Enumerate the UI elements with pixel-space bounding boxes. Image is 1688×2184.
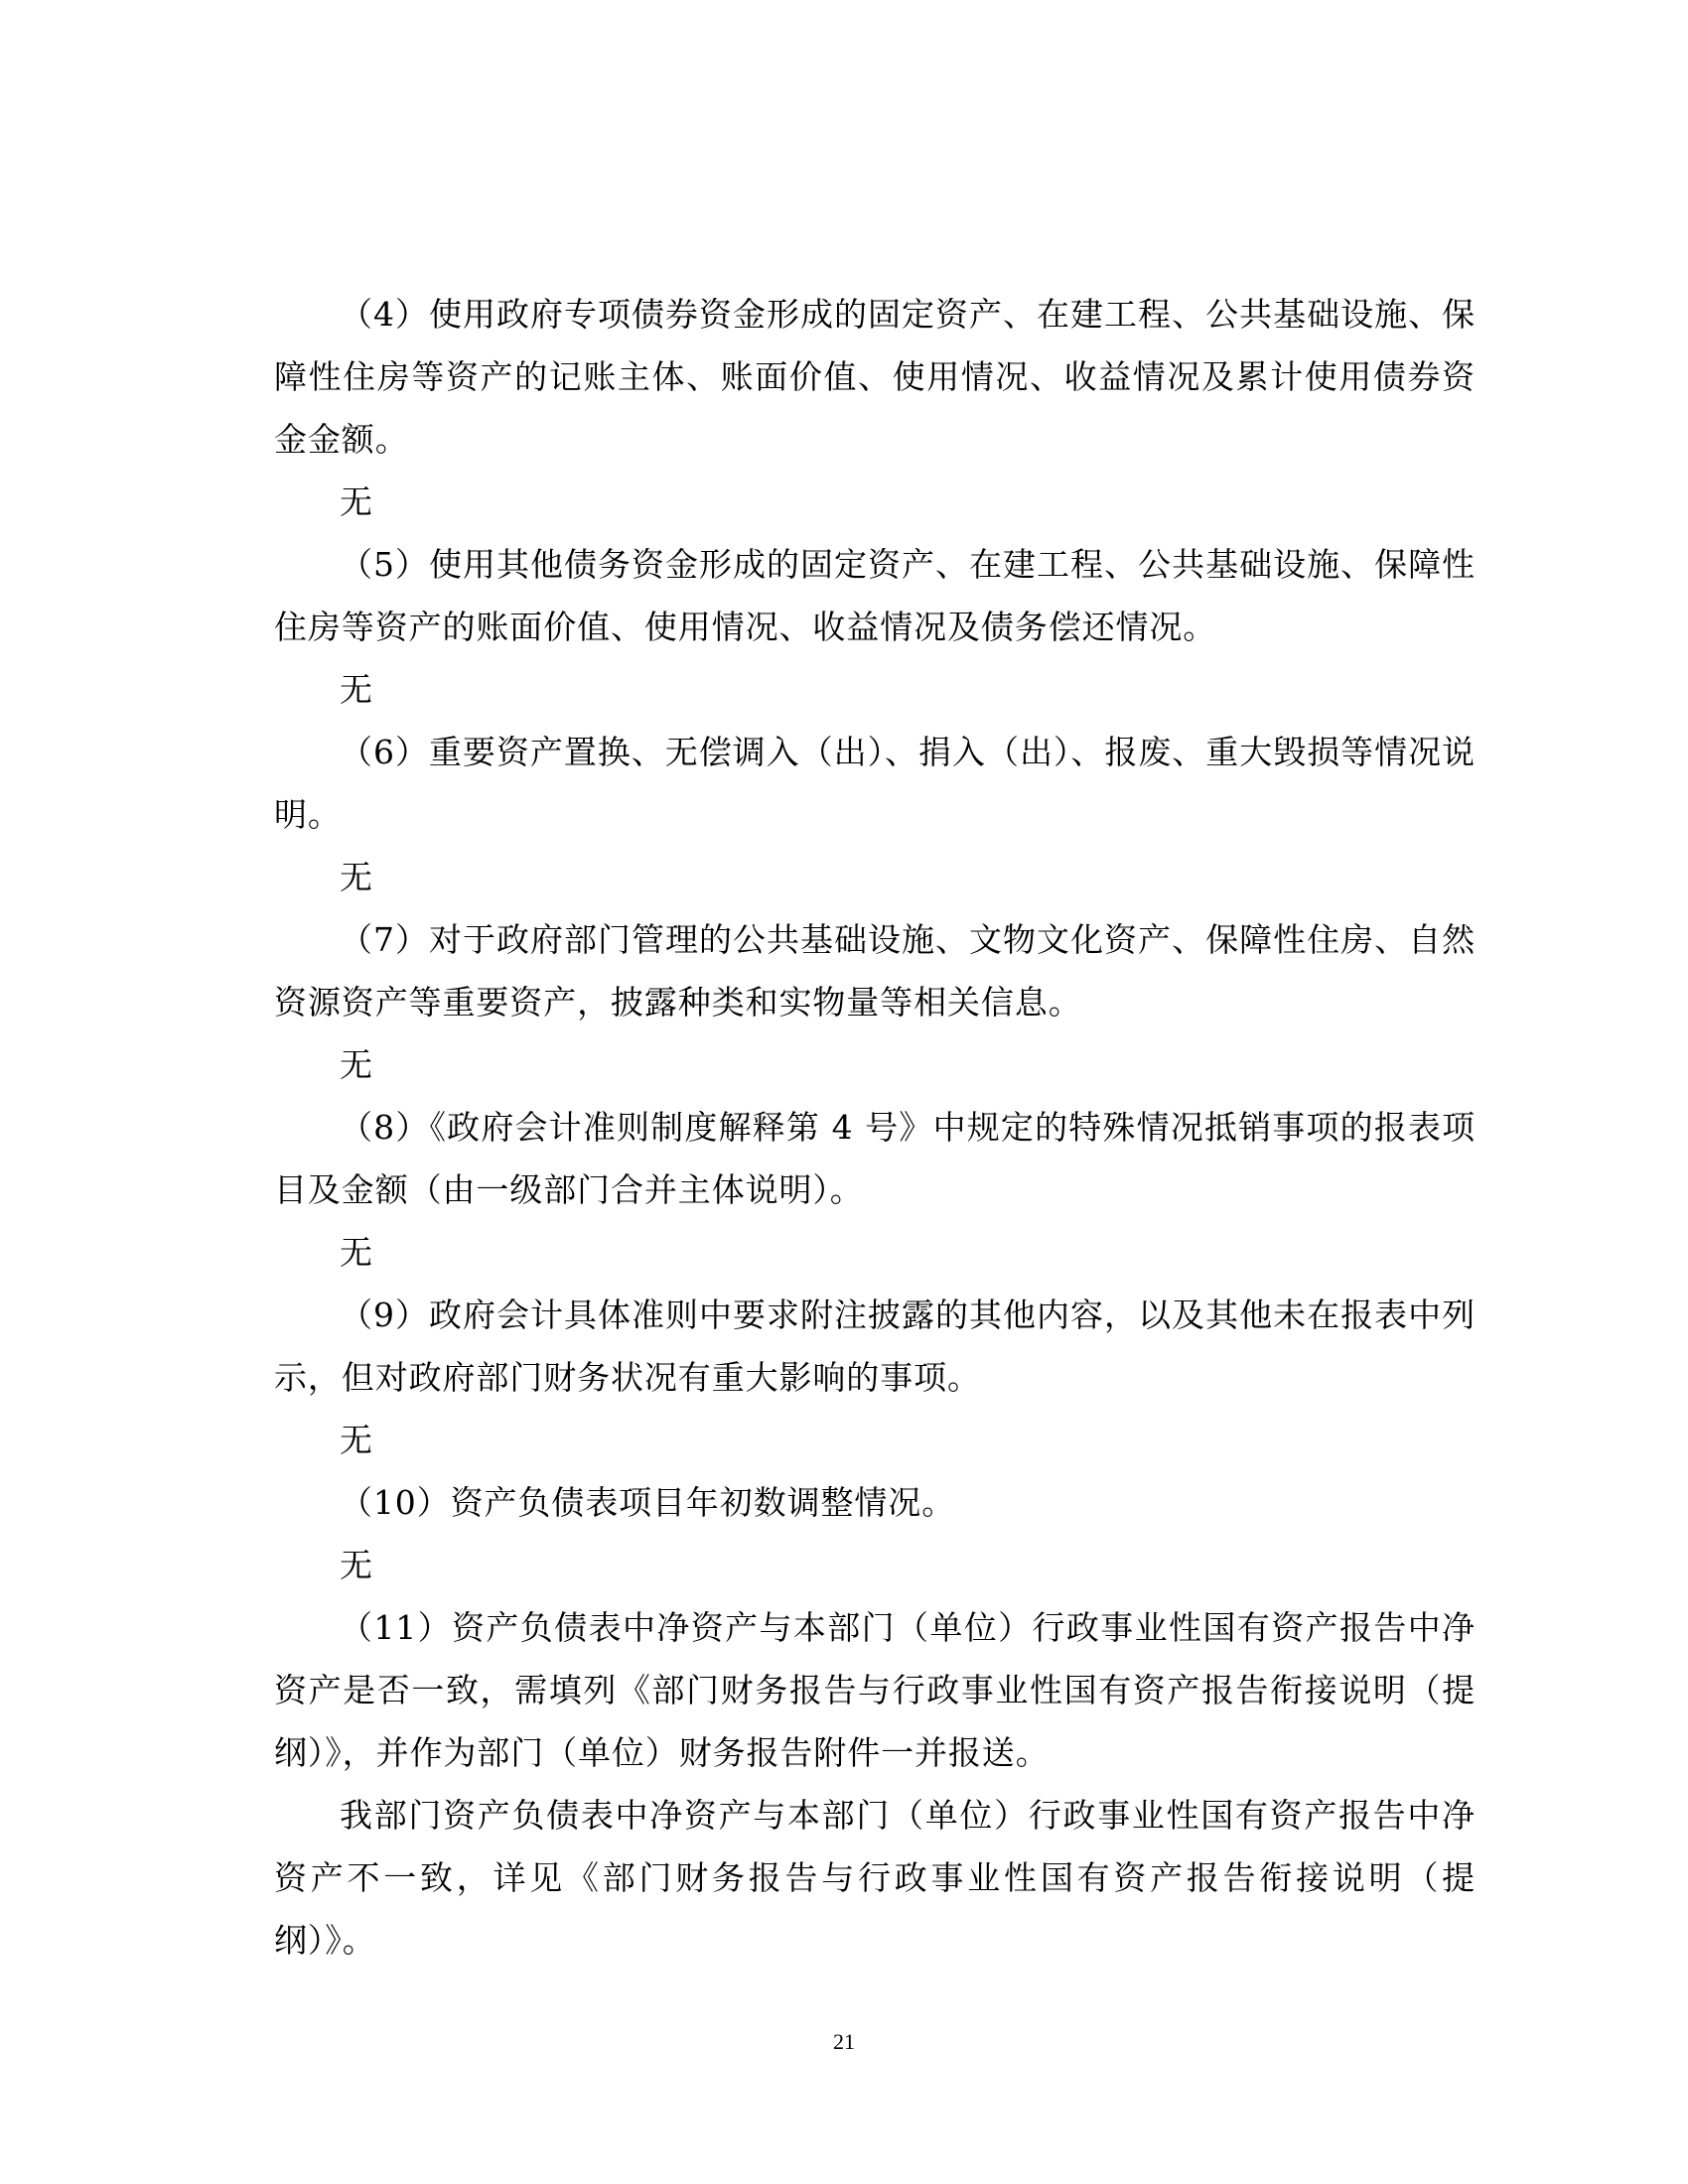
answer-item-7: 无 bbox=[340, 1045, 373, 1084]
paragraph-item-10: （10）资产负债表项目年初数调整情况。 bbox=[340, 1483, 956, 1522]
answer-item-8: 无 bbox=[340, 1233, 373, 1272]
answer-item-10: 无 bbox=[340, 1546, 373, 1584]
paragraph-item-11: （11）资产负债表中净资产与本部门（单位）行政事业性国有资产报告中净资产是否一致，需填列《部门财务报告与行政事业性国有资产报告衔接说明（提纲）》，并作为部门（单位）财务报告附件一并报送。 bbox=[274, 1608, 1476, 1772]
paragraph-item-5: （5）使用其他债务资金形成的固定资产、在建工程、公共基础设施、保障性住房等资产的账面价值、使用情况、收益情况及债务偿还情况。 bbox=[274, 545, 1476, 646]
answer-item-6: 无 bbox=[340, 858, 373, 896]
answer-item-9: 无 bbox=[340, 1421, 373, 1459]
answer-item-4: 无 bbox=[340, 482, 373, 521]
paragraph-item-8: （8）《政府会计准则制度解释第 4 号》中规定的特殊情况抵销事项的报表项目及金额（由一级部门合并主体说明）。 bbox=[274, 1108, 1476, 1209]
document-body bbox=[274, 283, 1476, 1972]
page-number: 21 bbox=[833, 2029, 855, 2054]
paragraph-item-4: （4）使用政府专项债券资金形成的固定资产、在建工程、公共基础设施、保障性住房等资产的记账主体、账面价值、使用情况、收益情况及累计使用债券资金金额。 bbox=[274, 295, 1476, 459]
paragraph-item-9: （9）政府会计具体准则中要求附注披露的其他内容，以及其他未在报表中列示，但对政府部门财务状况有重大影响的事项。 bbox=[274, 1296, 1476, 1397]
paragraph-item-7: （7）对于政府部门管理的公共基础设施、文物文化资产、保障性住房、自然资源资产等重要资产，披露种类和实物量等相关信息。 bbox=[274, 920, 1476, 1022]
answer-item-5: 无 bbox=[340, 670, 373, 709]
paragraph-item-6: （6）重要资产置换、无偿调入（出）、捐入（出）、报废、重大毁损等情况说明。 bbox=[274, 733, 1476, 834]
paragraph-conclusion: 我部门资产负债表中净资产与本部门（单位）行政事业性国有资产报告中净资产不一致，详见《部门财务报告与行政事业性国有资产报告衔接说明（提纲）》。 bbox=[274, 1796, 1476, 1960]
